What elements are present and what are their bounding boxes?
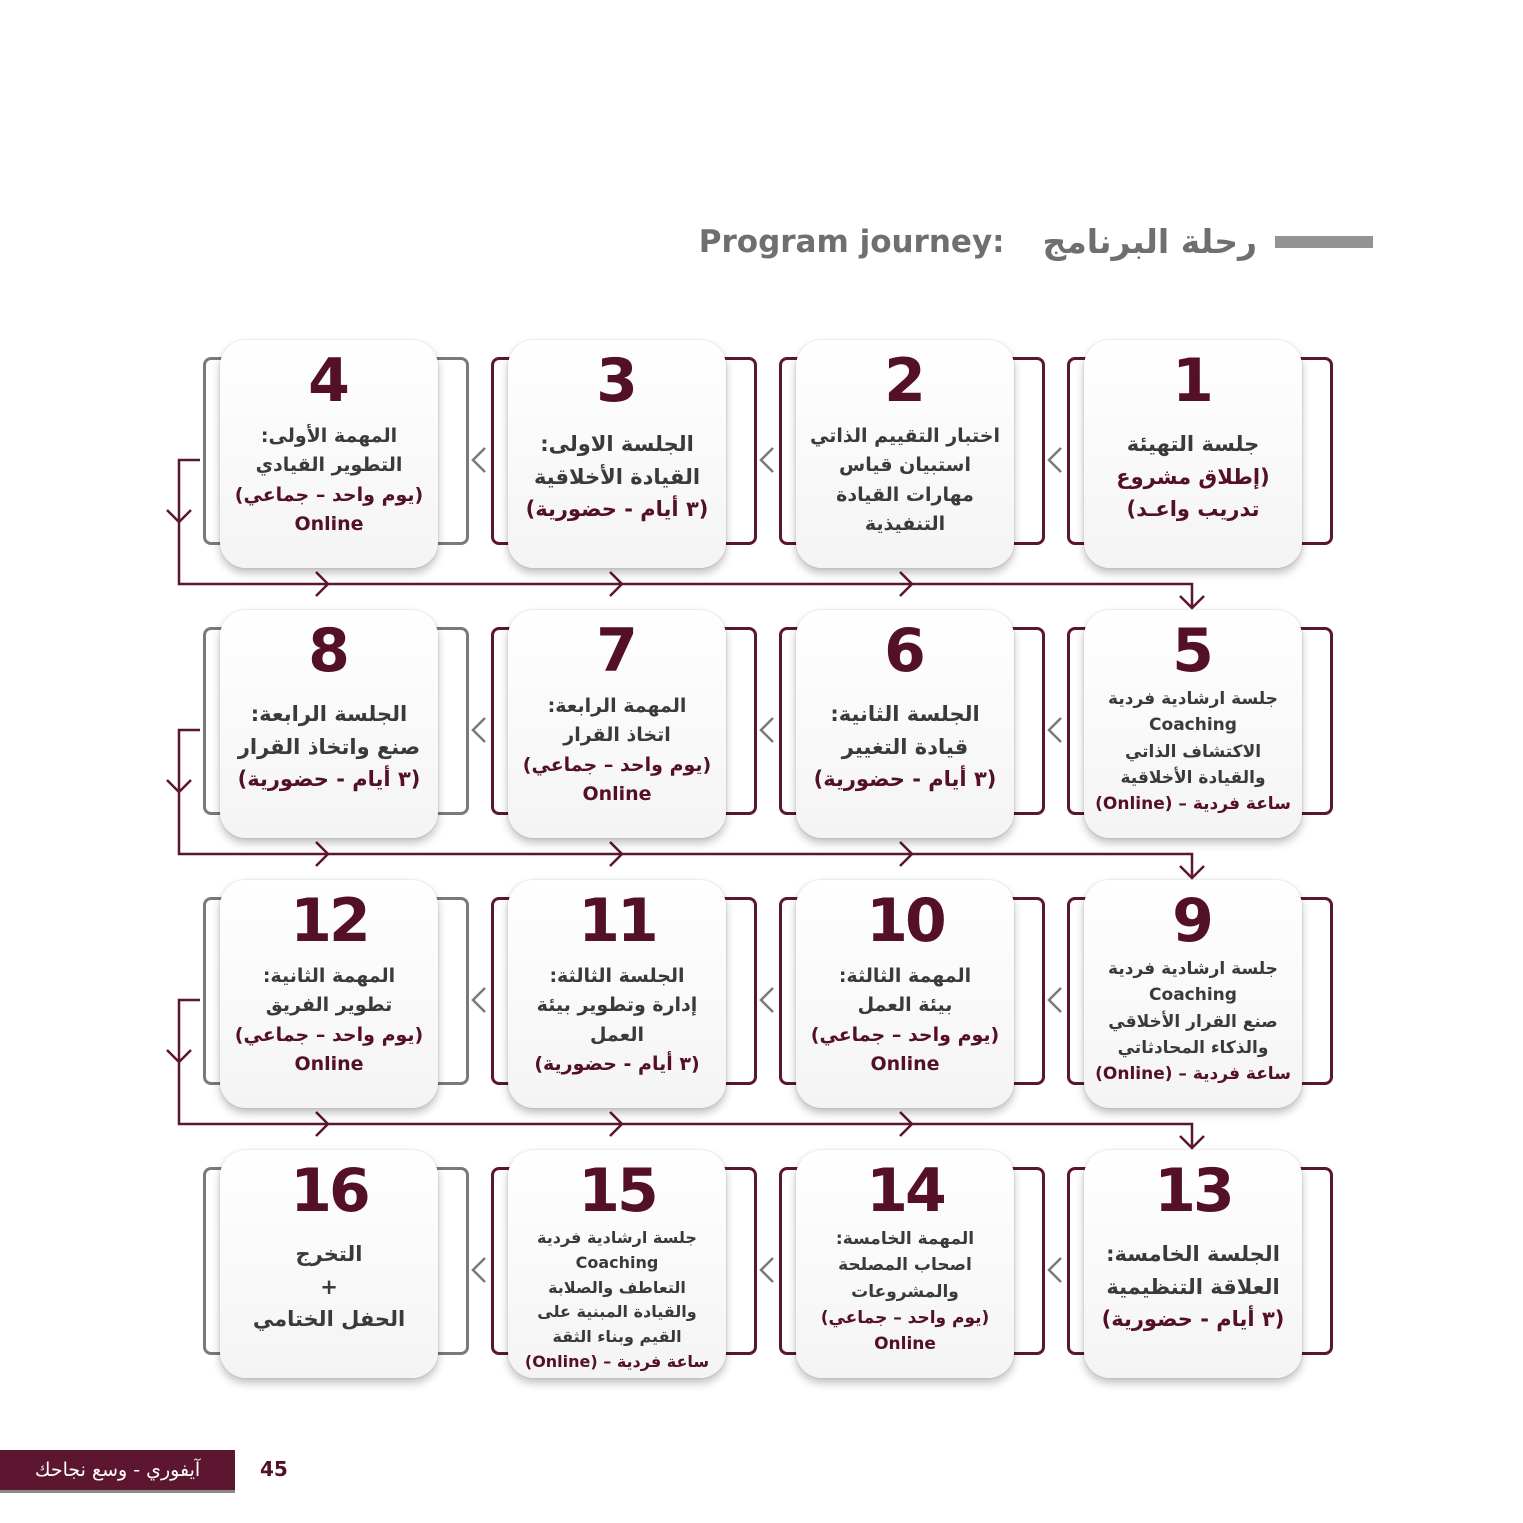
step-card <box>1084 880 1302 1108</box>
step-line: ساعة فردية – (Online) <box>1095 794 1291 815</box>
step-line: قيادة التغيير <box>841 734 969 759</box>
step-8 <box>220 610 456 840</box>
step-12 <box>220 880 456 1110</box>
step-card <box>220 340 438 568</box>
step-line: الجلسة الاولى: <box>540 432 694 456</box>
left-arrow-icon <box>1049 988 1061 1012</box>
step-number: 13 <box>1154 1156 1232 1226</box>
left-arrow-icon <box>1049 718 1061 742</box>
step-line: والقيادة الأخلاقية <box>1120 768 1266 789</box>
step-line: بيئة العمل <box>857 994 953 1017</box>
step-text <box>253 1238 405 1336</box>
step-line: العلاقة التنظيمية <box>1106 1274 1280 1299</box>
step-line: (٣ أيام - حضورية) <box>534 1053 700 1076</box>
step-text <box>1116 428 1269 526</box>
step-card <box>796 880 1014 1108</box>
step-line: (٣ أيام - حضورية) <box>1101 1307 1285 1332</box>
step-1 <box>1084 340 1320 570</box>
step-number: 9 <box>1172 886 1214 956</box>
step-text <box>526 428 709 526</box>
step-line: جلسة ارشادية فردية <box>1108 959 1278 979</box>
step-number: 1 <box>1172 346 1214 416</box>
step-line: Online <box>874 1334 936 1355</box>
step-15 <box>508 1150 744 1380</box>
step-number: 2 <box>884 346 926 416</box>
step-line: الجلسة الخامسة: <box>1106 1242 1280 1266</box>
step-line: (إطلاق مشروع <box>1116 464 1270 489</box>
step-9 <box>1084 880 1320 1110</box>
step-line: القيم وبناء الثقة <box>552 1327 682 1347</box>
step-line: تطوير الفريق <box>265 994 393 1017</box>
page-number: 45 <box>260 1457 288 1481</box>
left-arrow-icon <box>473 988 485 1012</box>
step-line: (٣ أيام - حضورية) <box>237 767 421 792</box>
step-line: القيادة الأخلاقية <box>533 464 701 489</box>
step-text <box>534 962 699 1080</box>
step-line: Online <box>294 1053 364 1076</box>
step-line: اتخاذ القرار <box>563 724 671 747</box>
step-card <box>508 880 726 1108</box>
left-arrow-icon <box>761 988 773 1012</box>
step-line: جلسة ارشادية فردية <box>1108 689 1278 709</box>
step-card <box>1084 340 1302 568</box>
step-text <box>238 698 421 796</box>
step-line: (٣ أيام - حضورية) <box>813 767 997 792</box>
step-line: المهمة الخامسة: <box>835 1229 975 1249</box>
left-arrow-icon <box>473 718 485 742</box>
step-line: (يوم واحد – جماعي) <box>234 483 424 506</box>
step-line: التنفيذية <box>864 513 946 536</box>
step-5 <box>1084 610 1320 840</box>
step-text <box>814 698 997 796</box>
step-card <box>508 340 726 568</box>
step-line: إدارة وتطوير بيئة <box>536 994 698 1017</box>
step-line: المهمة الرابعة: <box>547 695 687 717</box>
step-number: 10 <box>866 886 944 956</box>
step-line: Coaching <box>575 1252 659 1272</box>
step-line: جلسة التهيئة <box>1126 432 1260 456</box>
left-arrow-icon <box>761 448 773 472</box>
step-card <box>220 610 438 838</box>
step-text <box>235 422 423 540</box>
step-card <box>508 610 726 838</box>
step-13 <box>1084 1150 1320 1380</box>
step-number: 5 <box>1172 616 1214 686</box>
step-line: (يوم واحد – جماعي) <box>810 1023 1000 1046</box>
step-2 <box>796 340 1032 570</box>
step-line: (يوم واحد – جماعي) <box>522 753 712 776</box>
step-line: Online <box>870 1053 940 1076</box>
step-number: 14 <box>866 1156 944 1226</box>
step-line: الجلسة الثانية: <box>830 702 980 726</box>
step-number: 15 <box>578 1156 656 1226</box>
step-4 <box>220 340 456 570</box>
left-arrow-icon <box>473 448 485 472</box>
step-line: المهمة الثانية: <box>262 965 396 987</box>
step-14 <box>796 1150 1032 1380</box>
step-card <box>796 340 1014 568</box>
step-text <box>1102 1238 1285 1336</box>
step-number: 4 <box>308 346 350 416</box>
step-line: العمل <box>589 1023 645 1046</box>
step-text <box>523 692 711 810</box>
step-card <box>220 880 438 1108</box>
step-line: الاكتشاف الذاتي <box>1124 741 1262 762</box>
step-line: التخرج <box>295 1242 363 1266</box>
step-line: والمشروعات <box>851 1281 959 1302</box>
step-line: ساعة فردية – (Online) <box>1095 1064 1291 1085</box>
step-line: المهمة الأولى: <box>260 425 398 447</box>
step-line: والقيادة المبنية على <box>537 1302 697 1322</box>
left-arrow-icon <box>761 718 773 742</box>
step-7 <box>508 610 744 840</box>
step-line: مهارات القيادة <box>836 483 974 506</box>
step-line: اختبار التقييم الذاتي <box>810 425 1000 447</box>
step-number: 12 <box>290 886 368 956</box>
step-line: صنع واتخاذ القرار <box>237 734 421 759</box>
step-line: + <box>320 1274 338 1299</box>
step-line: Coaching <box>1149 715 1237 736</box>
step-number: 6 <box>884 616 926 686</box>
step-text <box>1095 686 1291 818</box>
step-line: صنع القرار الأخلاقي <box>1108 1011 1278 1032</box>
step-number: 16 <box>290 1156 368 1226</box>
header-title-arabic: رحلة البرنامج <box>1042 222 1257 261</box>
step-card <box>220 1150 438 1378</box>
header-title-english: Program journey: <box>698 223 1005 260</box>
step-6 <box>796 610 1032 840</box>
step-text <box>525 1226 709 1375</box>
step-card <box>508 1150 726 1378</box>
step-line: Online <box>582 783 652 806</box>
step-card <box>1084 1150 1302 1378</box>
step-card <box>796 610 1014 838</box>
step-line: Coaching <box>1149 985 1237 1006</box>
step-line: المهمة الثالثة: <box>838 965 972 987</box>
step-line: Online <box>294 513 364 536</box>
step-line: الجلسة الثالثة: <box>549 965 685 987</box>
step-card <box>1084 610 1302 838</box>
step-10 <box>796 880 1032 1110</box>
left-arrow-icon <box>1049 448 1061 472</box>
step-line: تدريب واعـد) <box>1126 497 1260 522</box>
step-number: 8 <box>308 616 350 686</box>
step-11 <box>508 880 744 1110</box>
step-line: التعاطف والصلابة <box>548 1277 686 1297</box>
step-line: التطوير القيادي <box>255 454 403 477</box>
step-line: جلسة ارشادية فردية <box>537 1228 697 1247</box>
footer-brand-bar <box>0 1450 235 1493</box>
left-arrow-icon <box>473 1258 485 1282</box>
step-line: ساعة فردية – (Online) <box>524 1351 710 1371</box>
step-line: (يوم واحد – جماعي) <box>234 1023 424 1046</box>
step-3 <box>508 340 744 570</box>
step-16 <box>220 1150 456 1380</box>
step-line: استبيان قياس <box>839 454 971 477</box>
step-number: 11 <box>578 886 656 956</box>
step-text <box>1095 956 1291 1088</box>
step-card <box>796 1150 1014 1378</box>
step-text <box>821 1226 990 1358</box>
step-line: الحفل الختامي <box>252 1307 406 1332</box>
footer-brand: آيفوري - وسع نجاحك <box>34 1459 201 1481</box>
step-line: (يوم واحد – جماعي) <box>820 1308 990 1329</box>
step-line: والذكاء المحادثاتي <box>1117 1038 1269 1059</box>
step-text <box>235 962 423 1080</box>
left-arrow-icon <box>1049 1258 1061 1282</box>
step-line: (٣ أيام - حضورية) <box>525 497 709 522</box>
step-text <box>810 422 1000 540</box>
step-number: 3 <box>596 346 638 416</box>
step-text <box>811 962 999 1080</box>
left-arrow-icon <box>761 1258 773 1282</box>
step-line: اصحاب المصلحة <box>838 1255 972 1276</box>
step-line: الجلسة الرابعة: <box>250 702 408 726</box>
step-number: 7 <box>596 616 638 686</box>
